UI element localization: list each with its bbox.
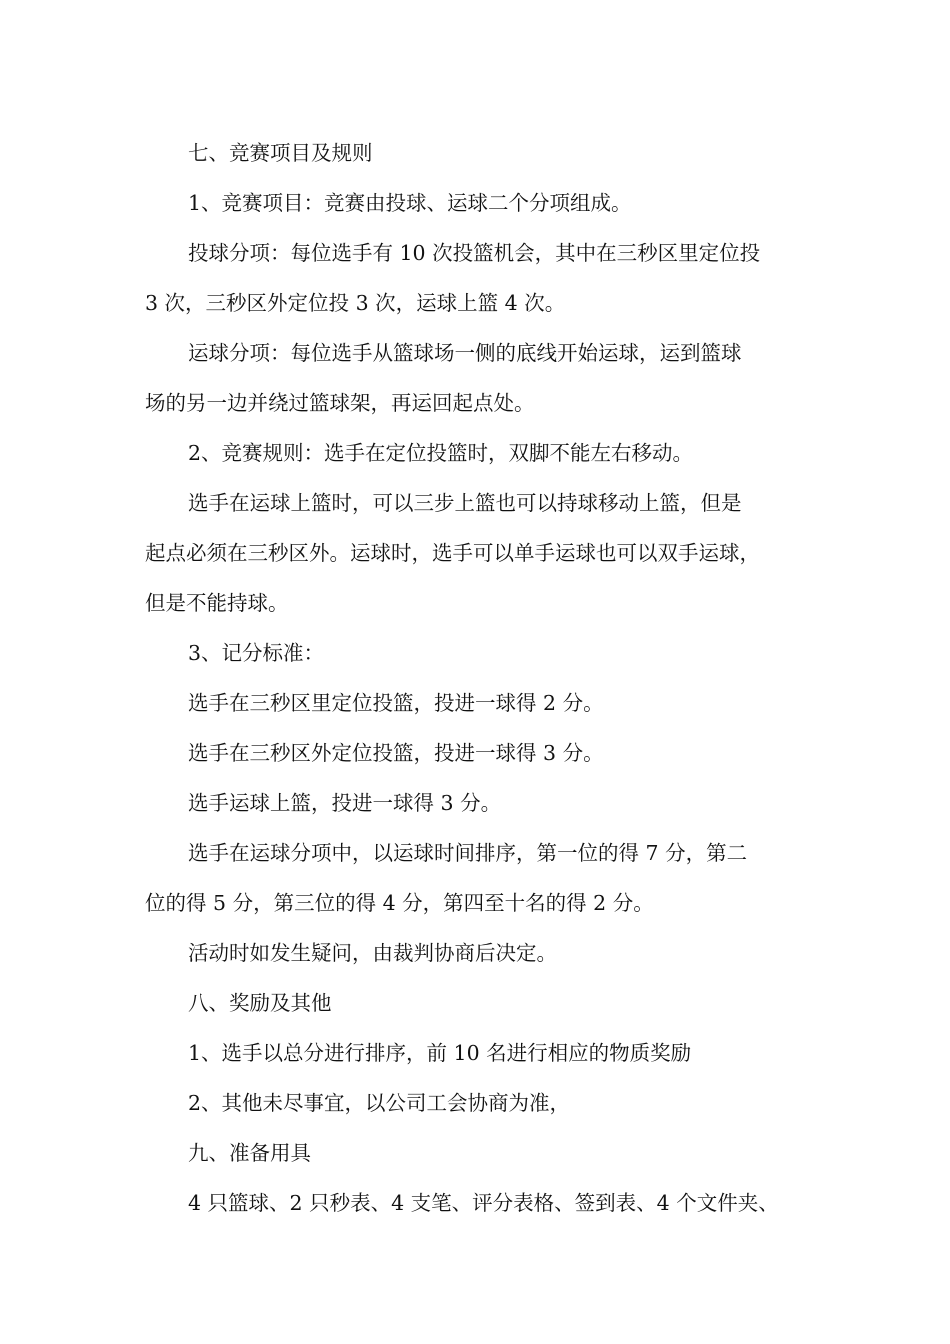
paragraph-line: 3、记分标准： (188, 641, 325, 665)
paragraph-line: 选手在三秒区外定位投篮，投进一球得 3 分。 (188, 741, 604, 765)
paragraph-line: 选手在运球分项中，以运球时间排序，第一位的得 7 分，第二 (188, 841, 748, 865)
paragraph-line: 位的得 5 分，第三位的得 4 分，第四至十名的得 2 分。 (145, 891, 654, 915)
section-heading-8: 八、奖励及其他 (188, 991, 332, 1015)
paragraph-line: 选手在三秒区里定位投篮，投进一球得 2 分。 (188, 691, 604, 715)
paragraph-line: 选手在运球上篮时，可以三步上篮也可以持球移动上篮，但是 (188, 491, 742, 515)
paragraph-line: 选手运球上篮，投进一球得 3 分。 (188, 791, 502, 815)
section-heading-7: 七、竞赛项目及规则 (188, 141, 373, 165)
paragraph-line: 运球分项：每位选手从篮球场一侧的底线开始运球，运到篮球 (188, 341, 742, 365)
paragraph-line: 1、竞赛项目：竞赛由投球、运球二个分项组成。 (188, 191, 632, 215)
paragraph-line: 2、竞赛规则：选手在定位投篮时，双脚不能左右移动。 (188, 441, 694, 465)
section-heading-9: 九、准备用具 (188, 1141, 311, 1165)
paragraph-line: 4 只篮球、2 只秒表、4 支笔、评分表格、签到表、4 个文件夹、 (188, 1191, 779, 1215)
paragraph-line: 2、其他未尽事宜，以公司工会协商为准， (188, 1091, 571, 1115)
paragraph-line: 3 次，三秒区外定位投 3 次，运球上篮 4 次。 (145, 291, 566, 315)
paragraph-line: 但是不能持球。 (145, 591, 289, 615)
paragraph-line: 活动时如发生疑问，由裁判协商后决定。 (188, 941, 557, 965)
paragraph-line: 1、选手以总分进行排序，前 10 名进行相应的物质奖励 (188, 1041, 692, 1065)
document-body (145, 128, 825, 1228)
paragraph-line: 投球分项：每位选手有 10 次投篮机会，其中在三秒区里定位投 (188, 241, 761, 265)
paragraph-line: 起点必须在三秒区外。运球时，选手可以单手运球也可以双手运球， (145, 541, 760, 565)
paragraph-line: 场的另一边并绕过篮球架，再运回起点处。 (145, 391, 535, 415)
